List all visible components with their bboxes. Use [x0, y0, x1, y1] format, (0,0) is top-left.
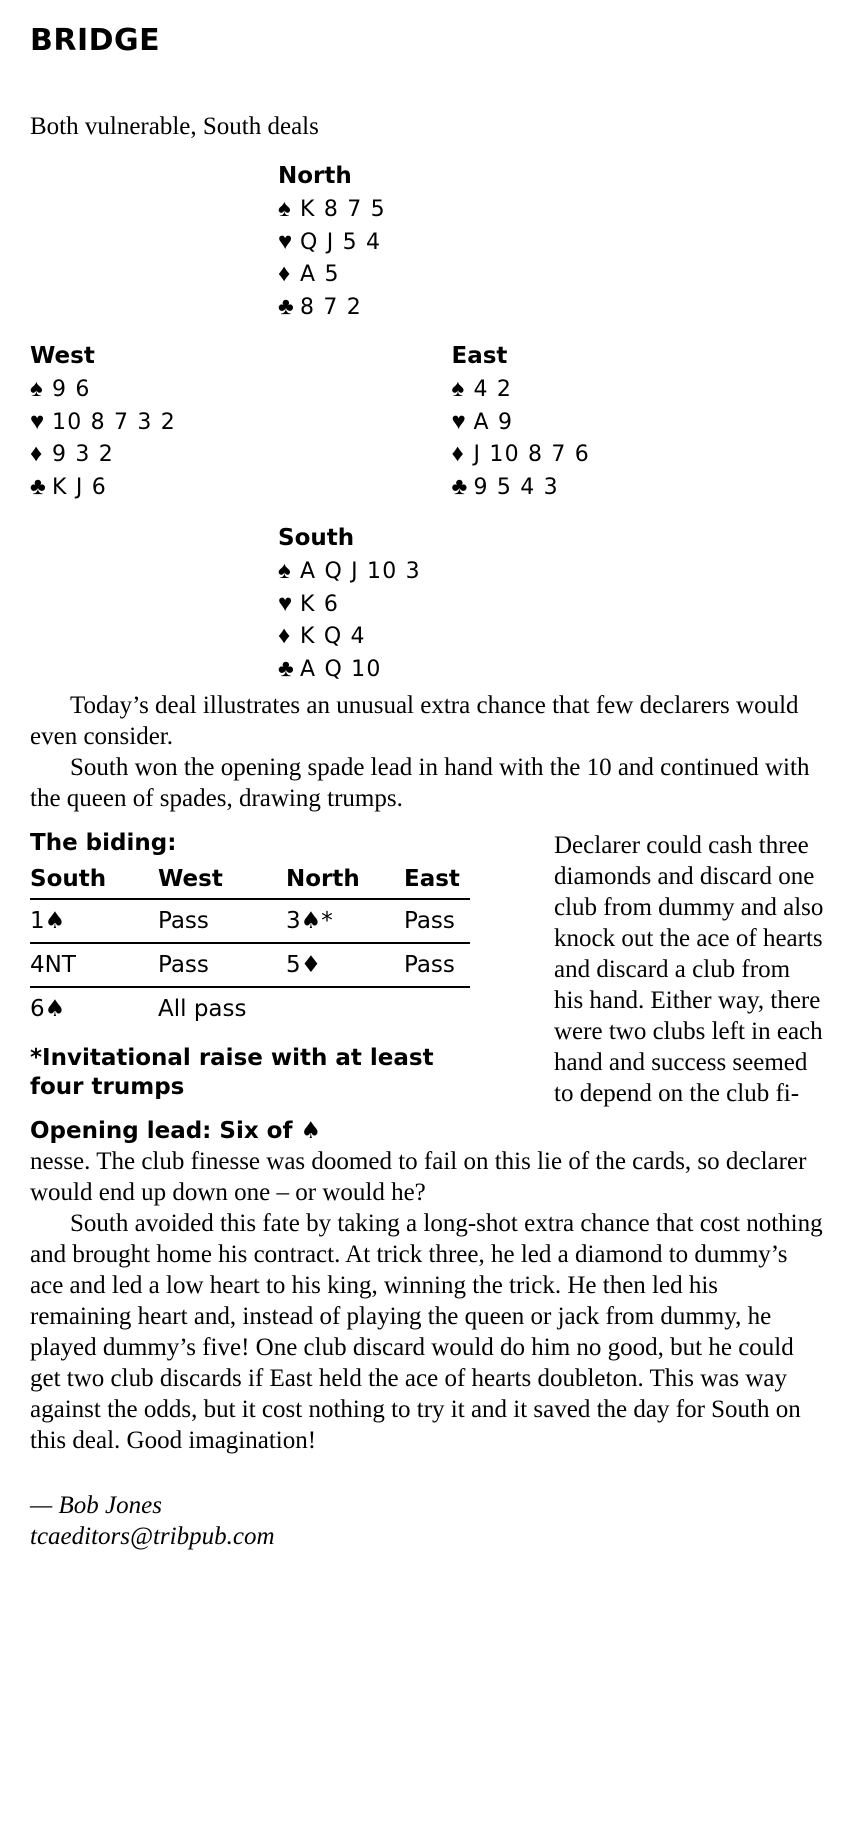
diamond-icon: ♦: [451, 441, 464, 468]
article-para-2: South won the opening spade lead in hand with the 10 and continued with the queen of spades, drawing trumps.: [30, 754, 810, 813]
north-clubs: 8 7 2: [300, 294, 362, 320]
hand-diagram: [30, 162, 824, 684]
article-wrap-column: Declarer could cash three diamonds and discard one club from dummy and also knock out the ace of hearts and discard a club from his hand. Either way, there were two clubs left in each hand and success seemed to depend on the club fi-: [554, 832, 824, 1108]
north-diamonds-row: [278, 259, 824, 290]
hand-south: [278, 524, 824, 684]
west-hearts: 10 8 7 3 2: [52, 409, 176, 435]
east-hearts: A 9: [473, 409, 514, 435]
bid-cell: Pass: [158, 943, 286, 987]
table-row: [30, 899, 470, 943]
diamond-icon: ♦: [278, 261, 291, 288]
west-diamonds-row: [30, 439, 452, 470]
south-spades-row: [278, 556, 824, 587]
heart-icon: ♥: [30, 408, 45, 435]
bidding-header-row: [30, 866, 470, 899]
author-email: tcaeditors@tribpub.com: [30, 1522, 275, 1550]
hand-east: [452, 342, 825, 504]
author-name: — Bob Jones: [30, 1491, 162, 1519]
article-para-4: South avoided this fate by taking a long-shot extra chance that cost nothing and brought home his contract. At trick three, he led a diamond to dummy’s ace and led a low heart to his king, winning the trick. He then led his remaining heart and, instead of playing the queen or jack from dummy, he played dummy’s five! One club discard would do him no good, but he could get two club discards if East held the ace of hearts doubleton. This was way against the odds, but it cost nothing to try it and it saved the day for South on this deal. Good imagination!: [30, 1209, 823, 1454]
south-hearts: K 6: [300, 591, 340, 617]
north-hearts: Q J 5 4: [300, 229, 382, 255]
hand-west: [30, 342, 452, 504]
spade-icon: ♠: [278, 196, 291, 223]
east-spades-row: [452, 374, 825, 405]
spade-icon: ♠: [451, 376, 465, 403]
bidding-title: The biding:: [30, 830, 177, 857]
east-clubs: 9 5 4 3: [473, 474, 559, 500]
hand-north-label: North: [278, 163, 352, 189]
hand-south-label: South: [278, 525, 355, 552]
table-row: [30, 943, 470, 987]
bid-cell: All pass: [158, 987, 286, 1030]
spade-icon: ♠: [278, 558, 291, 585]
bid-cell: Pass: [158, 899, 286, 943]
club-icon: ♣: [30, 473, 46, 500]
hand-north: [278, 162, 824, 322]
east-clubs-row: [452, 472, 825, 503]
bidding-header-south: South: [30, 866, 107, 893]
bid-cell: [404, 987, 470, 1030]
club-icon: ♣: [278, 293, 294, 320]
south-hearts-row: [278, 589, 824, 620]
south-diamonds-row: [278, 621, 824, 652]
west-clubs: K J 6: [52, 474, 107, 500]
hand-east-label: East: [451, 343, 508, 370]
bid-cell: Pass: [404, 899, 470, 943]
bid-cell: Pass: [404, 943, 470, 987]
article-para-3: nesse. The club finesse was doomed to fail on this lie of the cards, so declarer would end up down one – or would he?: [30, 1147, 807, 1206]
heart-icon: ♥: [278, 228, 293, 255]
south-diamonds: K Q 4: [300, 624, 366, 650]
bidding-header-east: East: [404, 866, 460, 893]
page-title: BRIDGE: [30, 23, 161, 58]
hand-west-label: West: [30, 343, 95, 370]
club-icon: ♣: [278, 655, 294, 682]
north-diamonds: A 5: [300, 262, 340, 288]
bidding-header-west: West: [158, 866, 223, 893]
table-row: [30, 987, 470, 1030]
bid-cell: 1♠: [30, 899, 158, 943]
west-spades: 9 6: [52, 377, 91, 403]
bidding-header-north: North: [286, 866, 360, 893]
east-hearts-row: [452, 407, 825, 438]
deal-info: Both vulnerable, South deals: [30, 113, 319, 140]
east-diamonds: J 10 8 7 6: [473, 442, 590, 468]
east-spades: 4 2: [473, 377, 513, 403]
diamond-icon: ♦: [278, 623, 291, 650]
west-clubs-row: [30, 472, 452, 503]
article-body-continued: [30, 1146, 824, 1456]
bidding-table: [30, 866, 470, 1030]
west-diamonds: 9 3 2: [52, 442, 114, 468]
bidding-and-wrap-section: [30, 830, 824, 1144]
bid-cell: 4NT: [30, 943, 158, 987]
article-intro: [30, 690, 824, 814]
club-icon: ♣: [451, 473, 468, 500]
bidding-footnote: *Invitational raise with at least four trumps: [30, 1045, 434, 1100]
spade-icon: ♠: [30, 376, 43, 403]
signature-block: [30, 1490, 824, 1553]
south-spades: A Q J 10 3: [300, 559, 421, 585]
article-para-1: Today’s deal illustrates an unusual extra chance that few declarers would even consider.: [30, 692, 799, 751]
west-spades-row: [30, 374, 452, 405]
east-diamonds-row: [452, 439, 825, 470]
heart-icon: ♥: [451, 408, 466, 435]
diamond-icon: ♦: [30, 441, 43, 468]
bid-cell: 3♠*: [286, 899, 404, 943]
opening-lead: Opening lead: Six of ♠: [30, 1117, 322, 1144]
south-clubs: A Q 10: [300, 656, 382, 682]
bidding-block: [30, 830, 470, 1144]
heart-icon: ♥: [278, 590, 293, 617]
north-clubs-row: [278, 292, 824, 323]
north-spades-row: [278, 194, 824, 225]
north-spades: K 8 7 5: [300, 197, 386, 223]
south-clubs-row: [278, 654, 824, 685]
west-hearts-row: [30, 407, 452, 438]
north-hearts-row: [278, 227, 824, 258]
bid-cell: [286, 987, 404, 1030]
bid-cell: 5♦: [286, 943, 404, 987]
west-east-row: [30, 342, 824, 504]
bid-cell: 6♠: [30, 987, 158, 1030]
